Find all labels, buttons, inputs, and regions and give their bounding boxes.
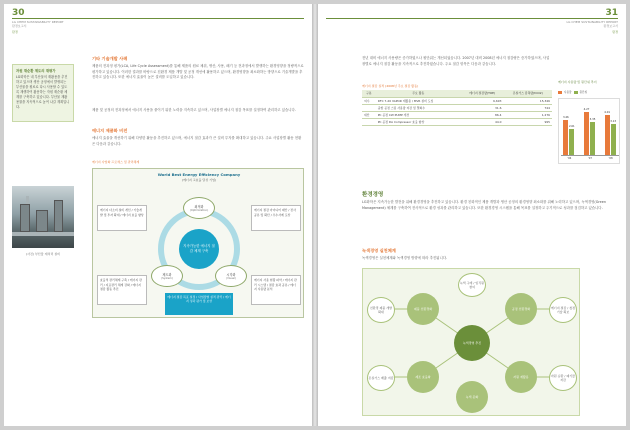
table-title: 에너지 절감 실적 (2008년 주요 절감 활동) <box>362 84 419 88</box>
diagram-center: 지속가능한 에너지 절감 체계 구축 <box>179 229 219 269</box>
chart-bar-value: 3.13 <box>610 119 617 123</box>
table-row: 중합 공정 스팀 사용량 저감 및 열회수 31.6 744 <box>362 104 552 111</box>
green-node-product: 제품 친환경화 <box>407 293 439 325</box>
paragraph-tech-1: 제품의 전과정 평가(LCA, Life Cycle Assessment)를 통해 제품의 원료 채취, 생산, 사용, 폐기 등 전과정에서 발생하는 환경영향을 정량적으로 평가하고 있습니다. 이러한 결과를 바탕으로 친환경 제품 개발 및 공정 개선에 활용하고 있으며, 환경영향을 최소화하는 방향으로 기술개발을 추진하고 있습니다. 또한 에너지 효율이 높은 설비를 도입하고 있습니다. <box>92 64 304 80</box>
chart-bar-value: 3.35 <box>589 117 596 121</box>
header-subtitle: LG CHEM SUSTAINABILITY REPORT 환경보고서 <box>566 20 618 28</box>
green-outer-node: 자원 순환 / 폐기물 저감 <box>549 365 577 391</box>
green-outer-node: 녹색 구매 / 임직원 참여 <box>458 273 486 297</box>
legend-label-usage: 사용량 <box>564 91 572 94</box>
paragraph-energy-vision: 에너지 효율을 개선하기 위해 다양한 활동을 추진하고 있으며, 에너지 절감 효과가 큰 설비 투자를 확대하고 있습니다. 주요 사업장별 활동 현황은 다음과 같습니다. <box>92 136 302 146</box>
node-visual: 시각화 (Visual) <box>215 265 247 287</box>
left-page <box>4 4 312 426</box>
energy-bar-chart <box>558 98 620 164</box>
green-node-process: 공정 친환경화 <box>505 293 537 325</box>
green-node-efficiency: 제조 효율화 <box>407 361 439 393</box>
section-tag: 환경 <box>612 30 618 34</box>
green-outer-node: 온실가스 배출 저감 <box>367 365 395 391</box>
chart-bar-value: 2.61 <box>568 124 575 128</box>
header-rule <box>326 18 618 19</box>
green-node-recycle: 자원 재활용 <box>505 361 537 393</box>
heading-env-management: 환경경영 <box>362 192 384 198</box>
chart-bar <box>590 122 595 156</box>
right-page <box>318 4 626 426</box>
heading-green-system: 녹색경영 실천체계 <box>362 248 396 253</box>
sidebar-box <box>12 64 74 122</box>
diagram-box-bottom: 에너지 절감 목표 설정 / 사업장별 실적 관리 / 에너지 성과 평가 및 보상 <box>165 293 233 315</box>
node-system: 제도화 (System) <box>151 265 183 287</box>
sidebar-box-title: 자원 재순환 제도의 재평가 <box>16 69 56 73</box>
chart-legend <box>558 90 587 94</box>
heading-energy-vision: 에너지 제품화 비전 <box>92 128 128 133</box>
green-core-node: 녹색경영 추진 <box>454 325 490 361</box>
green-system-paragraph: 녹색경영은 실천체계와 녹색경영 방향에 따라 추진됩니다. <box>362 256 448 260</box>
table-row: PC 공정 DA Compressor 효율 향상 44.0 995 <box>362 118 552 125</box>
diagram-box-left: 효율적 관리체계 구축 / 에너지 관리 / 지표관리 체계 강화 / 에너지 절감 활동 추진 <box>97 275 147 305</box>
green-management-diagram <box>362 268 580 416</box>
energy-savings-table <box>362 90 552 126</box>
node-optimization: 최적화 (Optimization) <box>183 197 215 219</box>
diagram-box-top-left: 에너지 다소비 설비 개선 / 기술개발 및 투자 확대 / 에너지 효율 향상 <box>97 205 147 231</box>
diagram-title: World Best Energy Efficiency Company <box>157 172 241 177</box>
green-node-culture: 녹색 문화 <box>456 381 488 413</box>
heading-tech-cases: 기타 기술개발 사례 <box>92 56 128 61</box>
header-rule <box>12 18 304 19</box>
legend-swatch-intensity <box>574 91 578 94</box>
page-number: 30 <box>12 8 25 18</box>
chart-x-tick: '06 <box>567 157 572 160</box>
env-paragraph: LG화학은 지속가능한 발전을 위해 환경경영을 추진하고 있습니다. 환경 친화적인 제품 개발과 생산 공정의 환경영향 최소화를 위해 노력하고 있으며, 녹색경영(Green Management) 체계를 구축하여 전사적으로 환경 성과를 관리하고 있습니다. 또한 환경경영 시스템을 통해 목표를 설정하고 주기적으로 성과를 점검하고 있습니다. <box>362 200 607 210</box>
facility-photo <box>12 186 74 248</box>
paragraph-tech-2: 제품 및 공정의 전과정에서 에너지 사용을 줄이기 위한 노력을 지속하고 있으며, 사업장별 에너지 절감 목표를 설정하여 관리하고 있습니다. <box>92 108 296 112</box>
legend-label-intensity: 원단위 <box>579 91 588 94</box>
green-outer-node: 친환경 제품 개발 확대 <box>367 297 395 323</box>
diagram-box-right: 에너지 사용 현황 파악 / 에너지 관리 시스템 / 절감 효과 공유 / 에너지 사용량 분석 <box>251 275 301 305</box>
chart-bar-value: 4.27 <box>583 108 590 112</box>
table-row: 여수 DFC 7-20 VAPOR 재활용 / MVR 설비 도입 6,693 15,346 <box>364 98 550 103</box>
sidebar-box-text: LG화학은 내 부산물의 재활용을 추진하고 있으며 생산 공정에서 발생되는 부산물을 원료로 다시 사용할 수 있도록 재생하여 활용하는 자원 재순환 체계를 구축하고 있습니다. 부산물 재활용률을 지속적으로 높여 나갈 계획입니다. <box>16 75 70 109</box>
chart-x-tick: '08 <box>608 157 613 160</box>
page-number: 31 <box>605 8 618 18</box>
chart-bar-value: 4.01 <box>604 110 611 114</box>
chart-bar <box>569 129 574 155</box>
energy-diagram <box>92 168 304 318</box>
green-outer-node: 에너지 절감 / 청정 기술 확보 <box>549 297 577 323</box>
section-tag: 환경 <box>12 30 18 34</box>
diagram-subtitle: (에너지 고효율 달성 기업) <box>181 178 217 182</box>
photo-caption: (사진) 부산물 재처리 설비 <box>25 252 61 256</box>
chart-bar-value: 3.46 <box>562 116 569 120</box>
table-row: 대산 PC 공정 CW PUMP 개선 86.4 1,276 <box>364 112 550 117</box>
table-header-row: 구분 주요 활동 에너지 절감량(TOE) 온실가스 감축량(tCO2) <box>362 90 552 97</box>
intro-paragraph: 전년 대비 에너지 사용량은 증가하였으나 원단위는 개선되었습니다. 2007년 대비 2008년 에너지 절감량은 증가하였으며, 사업장별로 에너지 절감 활동을 지속적으로 추진하였습니다. 주요 절감 항목은 다음과 같습니다. <box>362 56 550 66</box>
diagram-box-top-right: 에너지 절감 아이디어 제안 / 전사 공유 및 확산 / 우수사례 포상 <box>251 205 301 231</box>
chart-x-tick: '07 <box>587 157 592 160</box>
header-subtitle: LG CHEM SUSTAINABILITY REPORT 환경보고서 <box>12 20 64 28</box>
diagram-caption: 에너지 사업화 프로세스 및 관리체계 <box>92 160 140 164</box>
chart-x-axis <box>561 155 619 156</box>
legend-swatch-usage <box>558 91 562 94</box>
chart-title: 에너지 사용량 및 원단위 추이 <box>558 80 597 84</box>
chart-bar <box>611 124 616 155</box>
